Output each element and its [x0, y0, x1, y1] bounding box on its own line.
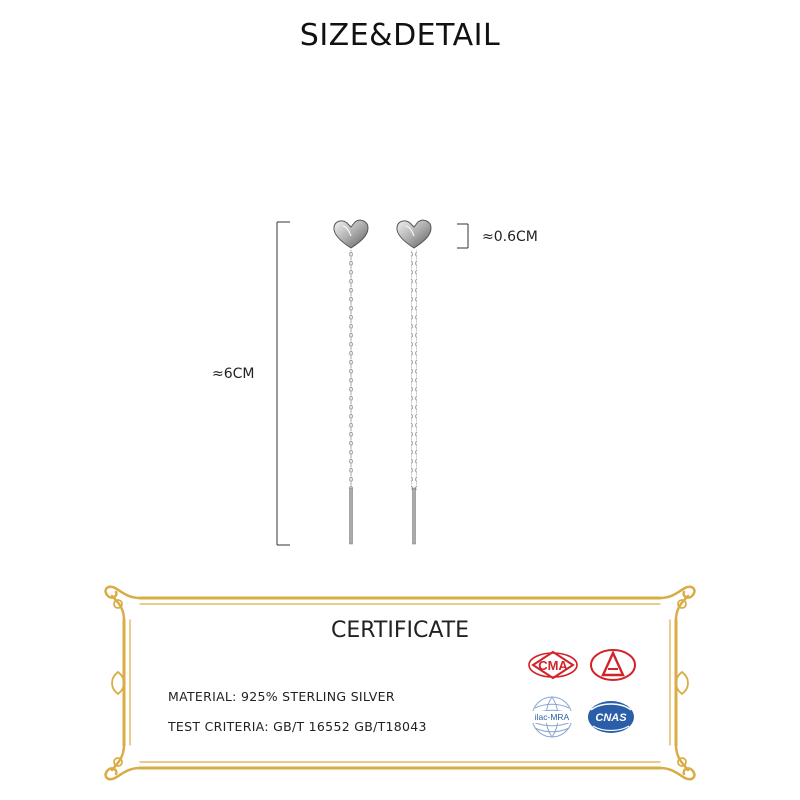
ilac-logo-text: ilac-MRA	[534, 712, 570, 722]
left-chain	[348, 250, 354, 490]
ilac-mra-logo-icon	[527, 694, 577, 740]
material-line: MATERIAL: 925% STERLING SILVER	[168, 689, 395, 704]
length-label: ≈6CM	[212, 366, 255, 382]
cnas-logo-icon	[585, 698, 637, 736]
test-criteria-line: TEST CRITERIA: GB/T 16552 GB/T18043	[168, 719, 427, 734]
length-bracket	[277, 222, 290, 545]
cal-logo-icon	[589, 648, 637, 682]
cma-logo-text: CMA	[538, 658, 568, 673]
heart-size-bracket	[457, 224, 468, 248]
left-earring	[334, 220, 368, 544]
heart-size-label: ≈0.6CM	[482, 229, 538, 245]
certificate-title: CERTIFICATE	[330, 618, 470, 643]
cnas-logo-text: CNAS	[595, 712, 627, 724]
right-earring	[397, 220, 431, 544]
left-bar	[350, 488, 353, 544]
page-title: SIZE&DETAIL	[299, 18, 501, 53]
right-chain	[411, 250, 417, 490]
right-bar	[413, 488, 416, 544]
certificate-frame	[0, 580, 800, 800]
cma-logo-icon	[527, 650, 579, 680]
